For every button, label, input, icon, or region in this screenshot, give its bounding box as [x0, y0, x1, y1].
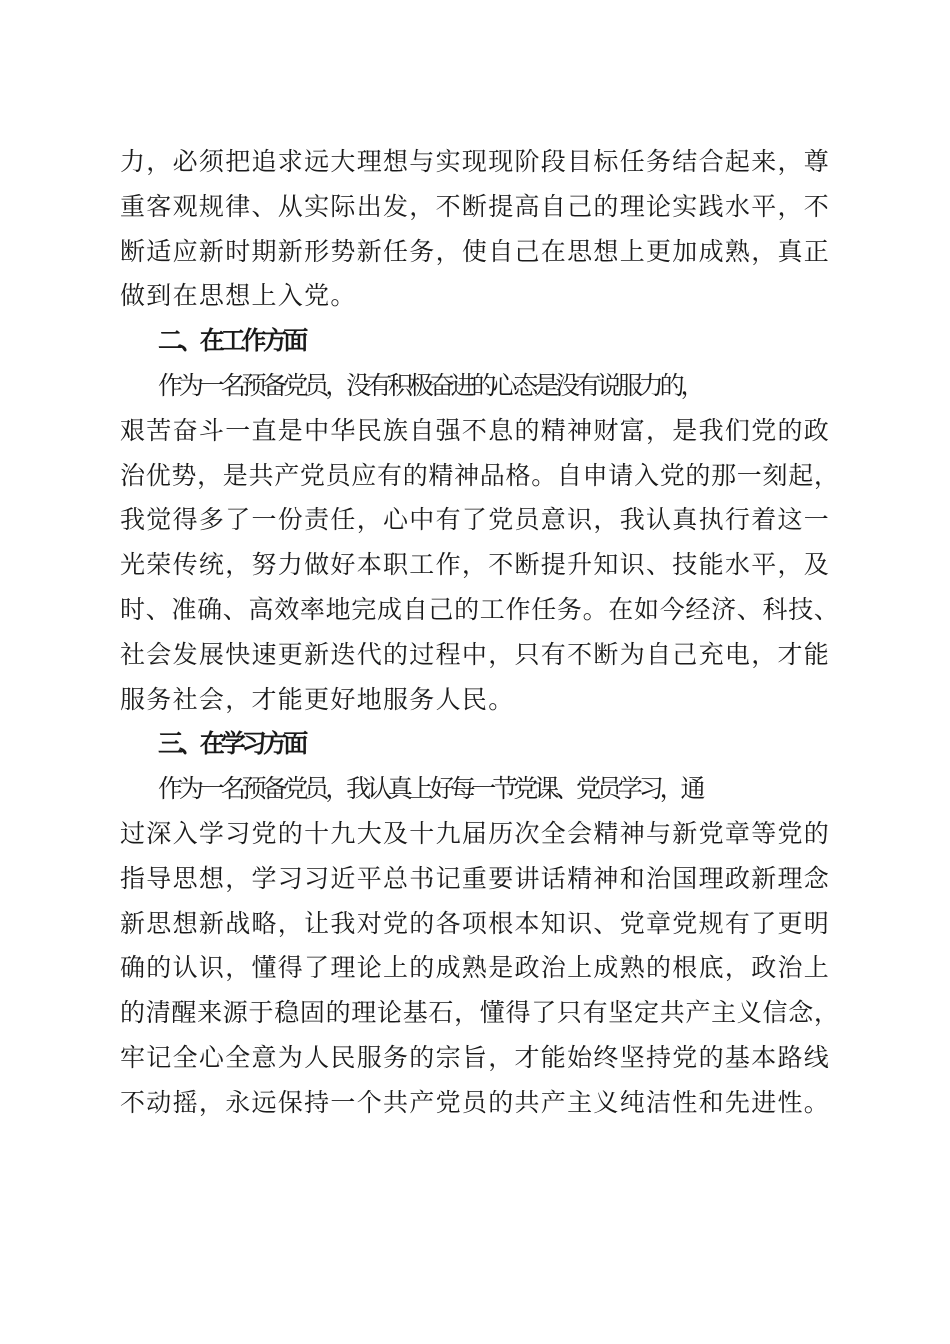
paragraph-2-line-1: 作为一名预备党员，没有积极奋进的心态是没有说服力的，	[158, 371, 702, 400]
section-heading-work: 二、在工作方面	[158, 326, 305, 355]
paragraph-2-line-4: 我觉得多了一份责任，心中有了党员意识，我认真执行着这一	[120, 505, 831, 534]
paragraph-1-line-2: 重客观规律、从实际出发，不断提高自己的理论实践水平，不	[120, 192, 831, 221]
paragraph-3-line-8: 不动摇，永远保持一个共产党员的共产主义纯洁性和先进性。	[120, 1088, 831, 1117]
paragraph-2-line-6: 时、准确、高效率地完成自己的工作任务。在如今经济、科技、	[120, 595, 840, 624]
paragraph-3-line-1: 作为一名预备党员，我认真上好每一节党课、党员学习，通	[158, 774, 702, 803]
paragraph-2-line-5: 光荣传统，努力做好本职工作，不断提升知识、技能水平，及	[120, 550, 831, 579]
paragraph-2-line-8: 服务社会，才能更好地服务人民。	[120, 685, 515, 714]
paragraph-1-line-4: 做到在思想上入党。	[120, 281, 357, 310]
paragraph-2-line-2: 艰苦奋斗一直是中华民族自强不息的精神财富，是我们党的政	[120, 416, 831, 445]
paragraph-3-line-2: 过深入学习党的十九大及十九届历次全会精神与新党章等党的	[120, 819, 831, 848]
paragraph-3-line-5: 确的认识，懂得了理论上的成熟是政治上成熟的根底，政治上	[120, 953, 831, 982]
paragraph-2-line-7: 社会发展快速更新迭代的过程中，只有不断为自己充电，才能	[120, 640, 831, 669]
paragraph-3-line-6: 的清醒来源于稳固的理论基石，懂得了只有坚定共产主义信念，	[120, 998, 840, 1027]
paragraph-3-line-7: 牢记全心全意为人民服务的宗旨，才能始终坚持党的基本路线	[120, 1043, 831, 1072]
paragraph-3-line-3: 指导思想，学习习近平总书记重要讲话精神和治国理政新理念	[120, 864, 831, 893]
section-heading-study: 三、在学习方面	[158, 729, 305, 758]
paragraph-1-line-3: 断适应新时期新形势新任务，使自己在思想上更加成熟，真正	[120, 237, 831, 266]
paragraph-1-line-1: 力，必须把追求远大理想与实现现阶段目标任务结合起来，尊	[120, 147, 831, 176]
paragraph-2-line-3: 治优势，是共产党员应有的精神品格。自申请入党的那一刻起，	[120, 461, 840, 490]
paragraph-3-line-4: 新思想新战略，让我对党的各项根本知识、党章党规有了更明	[120, 909, 831, 938]
